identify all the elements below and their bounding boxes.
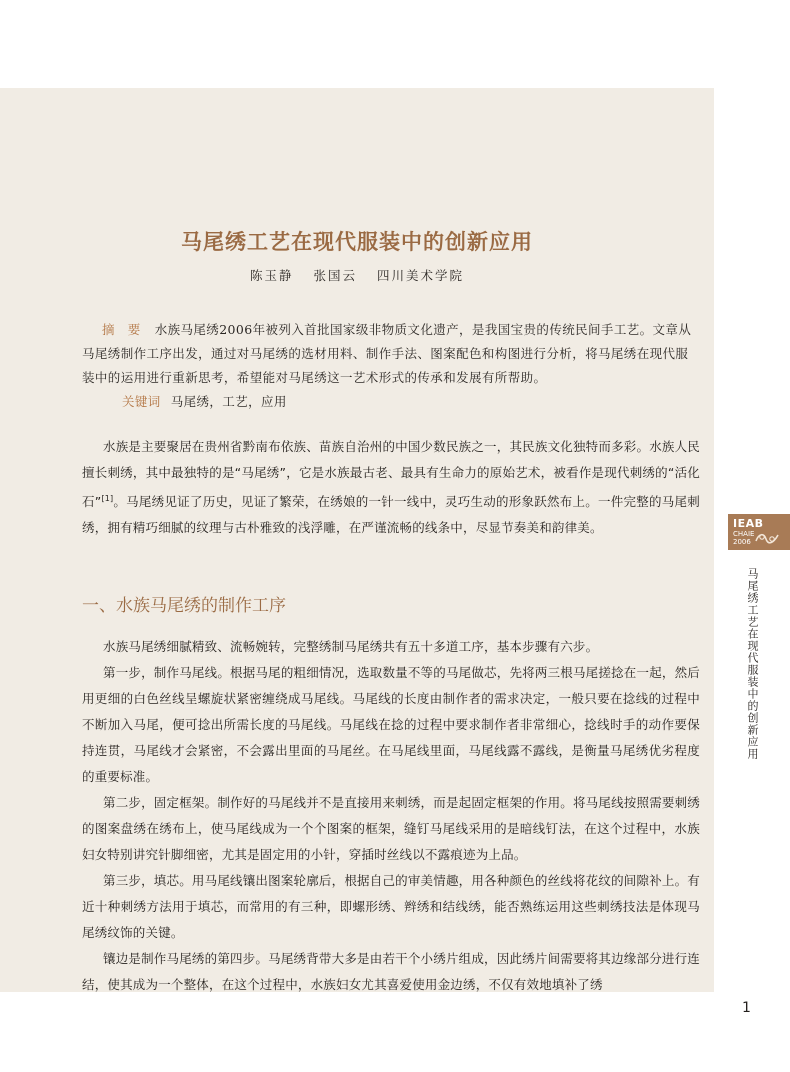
citation-ref: [1] bbox=[101, 494, 114, 503]
paragraph-3: 第二步，固定框架。制作好的马尾线并不是直接用来刺绣，而是起固定框架的作用。将马尾线按照需要刺绣的图案盘绣在绣布上，使马尾线成为一个个图案的框架，缝钉马尾线采用的是暗线钉法，在这个过程中，水族妇女特别讲究针脚细密，尤其是固定用的小针，穿插时丝线以不露痕迹为上品。 bbox=[82, 795, 700, 862]
page-number: 1 bbox=[742, 1000, 751, 1016]
intro-text-b: 。马尾绣见证了历史，见证了繁荣，在绣娘的一针一线中，灵巧生动的形象跃然布上。一件完整的马尾刺绣，拥有精巧细腻的纹理与古朴雅致的浅浮雕，在严谨流畅的线条中，尽显节奏美和韵律美。 bbox=[82, 494, 700, 536]
author-1: 陈玉静 bbox=[249, 268, 294, 283]
article-title: 马尾绣工艺在现代服装中的创新应用 bbox=[181, 229, 533, 254]
abstract-label: 摘 要 bbox=[102, 322, 141, 337]
abstract-block bbox=[82, 318, 700, 414]
logo-sub-text-1: CHAIE bbox=[733, 530, 755, 538]
abstract-paragraph bbox=[82, 318, 700, 390]
journal-logo bbox=[728, 514, 790, 550]
keywords-line bbox=[82, 390, 700, 414]
paragraph-5: 镶边是制作马尾绣的第四步。马尾绣背带大多是由若干个小绣片组成，因此绣片间需要将其边缘部分进行连结，使其成为一个整体，在这个过程中，水族妇女尤其喜爱使用金边绣，不仅有效地填补了绣 bbox=[82, 951, 700, 992]
logo-sub-text-2: 2006 bbox=[733, 538, 751, 546]
author-2: 张国云 bbox=[313, 268, 357, 283]
keywords-label: 关键词 bbox=[122, 394, 161, 409]
logo-main-text: IEAB bbox=[733, 517, 764, 530]
intro-block bbox=[82, 434, 700, 541]
authors-line bbox=[0, 266, 714, 284]
paragraph-1: 水族马尾绣细腻精致、流畅婉转，完整绣制马尾绣共有五十多道工序，基本步骤有六步。 bbox=[103, 639, 599, 654]
abstract-text: 水族马尾绣2006年被列入首批国家级非物质文化遗产，是我国宝贵的传统民间手工艺。文章从马尾绣制作工序出发，通过对马尾绣的选材用料、制作手法、图案配色和构图进行分析，将马尾绣在现代服装中的运用进行重新思考，希望能对马尾绣这一艺术形式的传承和发展有所帮助。 bbox=[82, 322, 692, 385]
running-title: 马尾绣工艺在现代服装中的创新应用 bbox=[746, 568, 759, 760]
intro-paragraph bbox=[82, 434, 700, 541]
section-body bbox=[82, 634, 700, 998]
section-heading: 一、水族马尾绣的制作工序 bbox=[82, 596, 286, 616]
affiliation: 四川美术学院 bbox=[376, 268, 464, 283]
logo-swirl-icon bbox=[754, 531, 780, 545]
keywords-text: 马尾绣，工艺，应用 bbox=[170, 394, 287, 409]
paragraph-4: 第三步，填芯。用马尾线镶出图案轮廓后，根据自己的审美情趣，用各种颜色的丝线将花纹的间隙补上。有近十种刺绣方法用于填芯，而常用的有三种，即螺形绣、辫绣和结线绣，能否熟练运用这些刺绣技法是体现马尾绣纹饰的关键。 bbox=[82, 873, 700, 940]
paragraph-2: 第一步，制作马尾线。根据马尾的粗细情况，选取数量不等的马尾做芯，先将两三根马尾搓捻在一起，然后用更细的白色丝线呈螺旋状紧密缠绕成马尾线。马尾线的长度由制作者的需求决定，一般只要在捻线的过程中不断加入马尾，便可捻出所需长度的马尾线。马尾线在捻的过程中要求制作者非常细心，捻线时手的动作要保持连贯，马尾线才会紧密，不会露出里面的马尾丝。在马尾线里面，马尾线露不露线，是衡量马尾绣优劣程度的重要标准。 bbox=[82, 665, 700, 784]
intro-text-a: 水族是主要聚居在贵州省黔南布依族、苗族自治州的中国少数民族之一，其民族文化独特而多彩。水族人民擅长刺绣，其中最独特的是“马尾绣”，它是水族最古老、最具有生命力的原始艺术，被看作是现代刺绣的“活化石” bbox=[82, 439, 700, 510]
